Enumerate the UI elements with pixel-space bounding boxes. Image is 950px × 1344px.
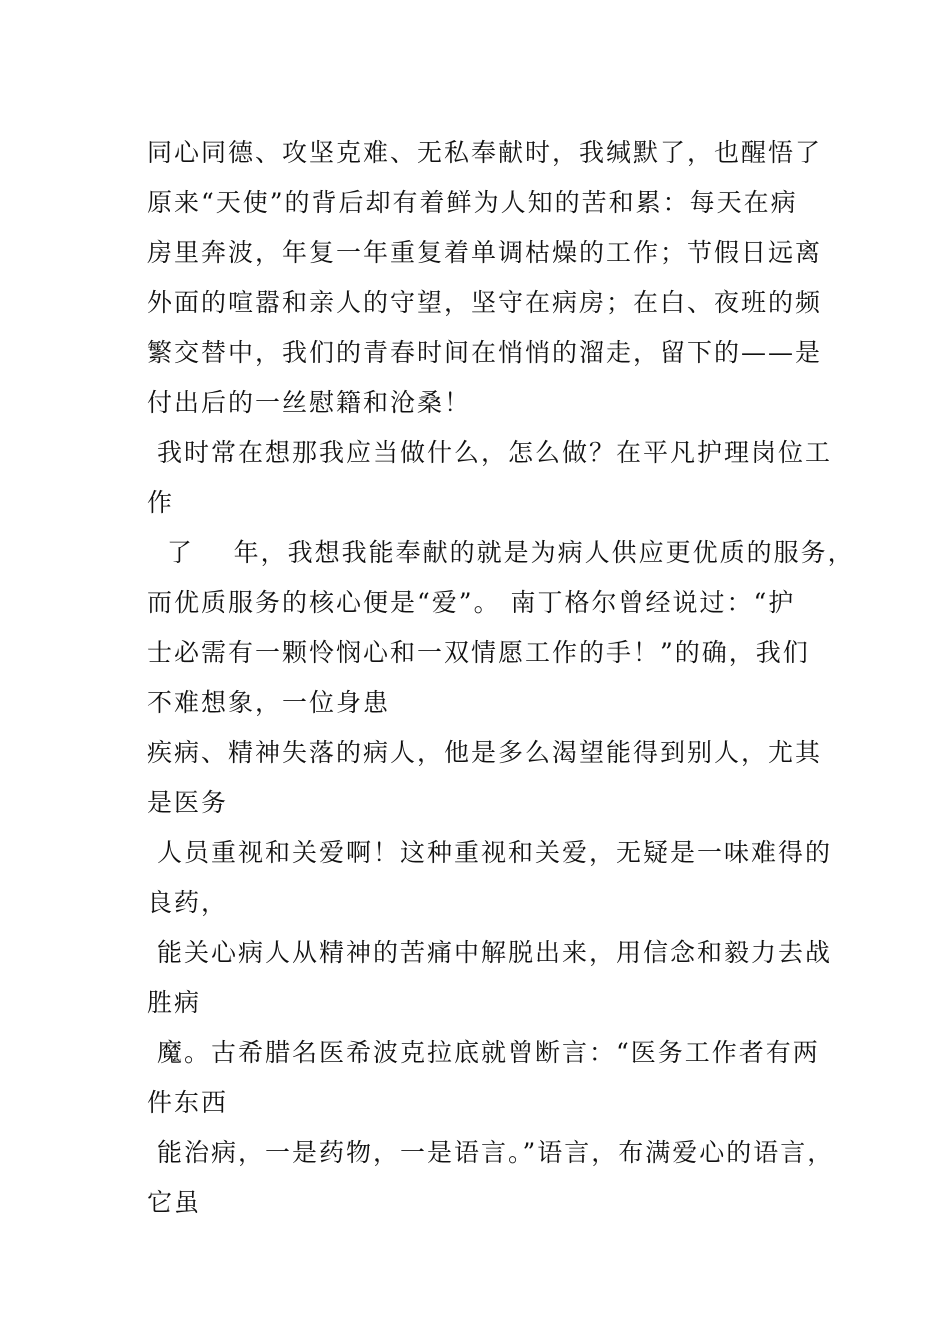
- text-line: 它虽: [147, 1188, 202, 1217]
- text-line: 胜病: [147, 988, 202, 1017]
- text-line: 作: [147, 488, 175, 517]
- text-line: 不难想象，一位身患: [147, 688, 391, 717]
- text-line: 外面的喧嚣和亲人的守望，坚守在病房；在白、夜班的频: [147, 288, 823, 317]
- text-line: 能关心病人从精神的苦痛中解脱出来，用信念和毅力去战: [147, 938, 832, 967]
- text-line: 件东西: [147, 1088, 229, 1117]
- text-line: 魔。古希腊名医希波克拉底就曾断言：“医务工作者有两: [147, 1038, 820, 1067]
- text-line: 能治病，一是药物，一是语言。”语言，布满爱心的语言，: [147, 1138, 835, 1167]
- text-line: 繁交替中，我们的青春时间在悄悄的溜走，留下的——是: [147, 338, 823, 367]
- text-line: 同心同德、攻坚克难、无私奉献时，我缄默了，也醒悟了: [147, 138, 823, 167]
- text-line: 原来“天使”的背后却有着鲜为人知的苦和累：每天在病: [147, 188, 798, 217]
- text-line: 房里奔波，年复一年重复着单调枯燥的工作；节假日远离: [147, 238, 823, 267]
- text-line: 良药，: [147, 888, 229, 917]
- text-line: 是医务: [147, 788, 229, 817]
- body-text: [147, 128, 855, 1228]
- text-line: 了 年，我想我能奉献的就是为病人供应更优质的服务，: [147, 538, 855, 567]
- text-line: 人员重视和关爱啊！这种重视和关爱，无疑是一味难得的: [147, 838, 832, 867]
- text-line: 我时常在想那我应当做什么，怎么做？在平凡护理岗位工: [147, 438, 832, 467]
- text-line: 疾病、精神失落的病人，他是多么渴望能得到别人，尤其: [147, 738, 823, 767]
- text-line: 士必需有一颗怜悯心和一双情愿工作的手！”的确，我们: [147, 638, 810, 667]
- text-line: 而优质服务的核心便是“爱”。 南丁格尔曾经说过：“护: [147, 588, 796, 617]
- text-line: 付出后的一丝慰籍和沧桑！: [147, 388, 472, 417]
